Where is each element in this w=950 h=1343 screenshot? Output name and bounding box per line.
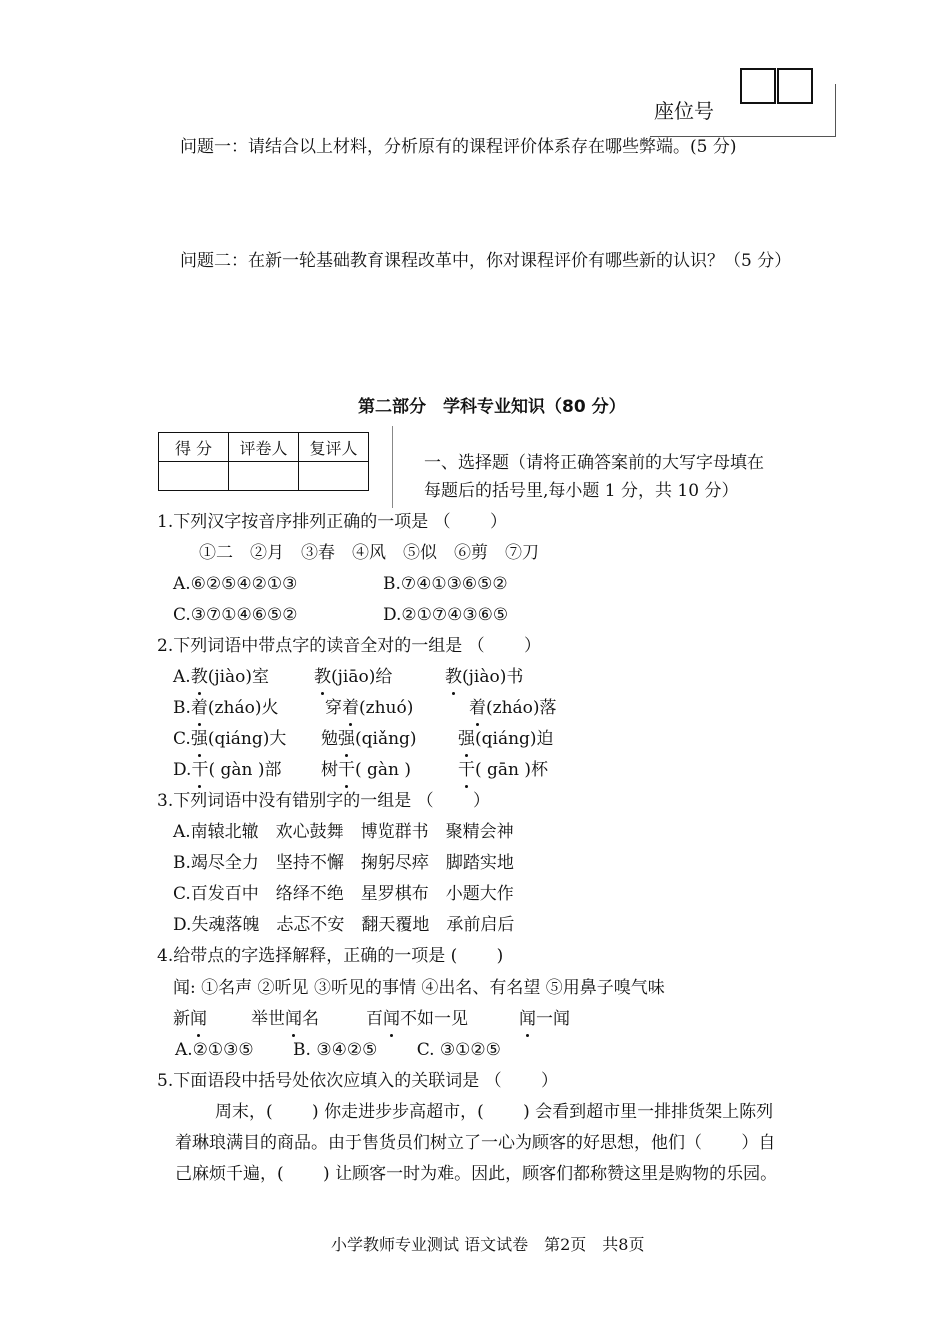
reviewer-cell[interactable] xyxy=(299,462,369,491)
q4-options: A.②①③⑤ B. ③④②⑤ C. ③①②⑤ xyxy=(175,1040,501,1060)
instructions-line-1: 一、选择题（请将正确答案前的大写字母填在 xyxy=(424,453,764,473)
prefix-char: 举世 xyxy=(251,1009,285,1029)
q5-paragraph-line-2: 着琳琅满目的商品。由于售货员们树立了一心为顾客的好思想，他们（ ）自 xyxy=(175,1133,776,1153)
q2-option-d xyxy=(173,759,281,781)
section-two-title: 第二部分 学科专业知识（80 分） xyxy=(358,397,626,417)
q3-stem: 3.下列词语中没有错别字的一组是 （ ） xyxy=(157,791,491,811)
reviewer-header: 复评人 xyxy=(299,433,369,462)
question-two: 问题二：在新一轮基础教育课程改革中，你对课程评价有哪些新的认识？（5 分） xyxy=(180,251,792,271)
q2-option-c-word-2 xyxy=(321,728,417,750)
q2-option-c-word-3 xyxy=(458,728,554,750)
suffix-chars: 一闻 xyxy=(536,1009,570,1029)
suffix-char: 名 xyxy=(302,1009,319,1029)
q2-option-b xyxy=(173,697,278,719)
grader-cell[interactable] xyxy=(229,462,299,491)
prefix-char: 穿 xyxy=(325,698,342,718)
q1-option-d: D.②①⑦④③⑥⑤ xyxy=(383,605,509,625)
dotted-char: 干 xyxy=(458,760,475,780)
dotted-char: 强 xyxy=(458,729,475,749)
pinyin: (qiǎng) xyxy=(355,729,417,749)
option-label: D. xyxy=(173,760,192,780)
q5-paragraph-line-1: 周末，( ) 你走进步步高超市，( ) 会看到超市里一排排货架上陈列 xyxy=(215,1102,774,1122)
score-table xyxy=(158,432,369,491)
q1-characters: ①二 ②月 ③春 ④风 ⑤似 ⑥剪 ⑦刀 xyxy=(199,543,539,563)
score-table-divider xyxy=(392,426,393,508)
prefix-char: 树 xyxy=(321,760,338,780)
q4-word-2 xyxy=(251,1008,319,1030)
pinyin: (zháo)火 xyxy=(207,698,279,718)
q2-option-a-word-3 xyxy=(445,666,523,688)
pinyin: ( gān )杯 xyxy=(475,760,549,780)
q1-option-b: B.⑦④①③⑥⑤② xyxy=(383,574,508,594)
page-footer: 小学教师专业测试 语文试卷 第2页 共8页 xyxy=(331,1235,645,1254)
option-label: C. xyxy=(173,729,191,749)
pinyin: ( gàn ) xyxy=(355,760,412,780)
grader-header: 评卷人 xyxy=(229,433,299,462)
option-label: B. xyxy=(173,698,191,718)
q4-word-4 xyxy=(519,1008,570,1030)
q4-word-3 xyxy=(366,1008,468,1030)
q2-stem: 2.下列词语中带点字的读音全对的一组是 （ ） xyxy=(157,636,542,656)
q4-definitions: 闻: ①名声 ②听见 ③听见的事情 ④出名、有名望 ⑤用鼻子嗅气味 xyxy=(173,978,665,998)
q4-word-1 xyxy=(173,1008,207,1030)
seat-divider-vertical xyxy=(835,84,836,137)
score-cell[interactable] xyxy=(159,462,229,491)
pinyin: (jiào)室 xyxy=(207,667,270,687)
seat-number-label: 座位号 xyxy=(654,99,714,123)
pinyin: (qiáng)大 xyxy=(207,729,287,749)
prefix-char: 勉 xyxy=(321,729,338,749)
dotted-char: 闻 xyxy=(383,1009,400,1029)
q5-stem: 5.下面语段中括号处依次应填入的关联词是 （ ） xyxy=(157,1071,559,1091)
q2-option-b-word-2 xyxy=(325,697,413,719)
dotted-char: 干 xyxy=(191,760,209,780)
dotted-char: 着 xyxy=(469,698,486,718)
q2-option-c xyxy=(173,728,286,750)
dotted-char: 闻 xyxy=(190,1009,207,1029)
q2-option-a-word-2 xyxy=(314,666,392,688)
pinyin: (zháo)落 xyxy=(486,698,557,718)
q3-option-c: C.百发百中 络绎不绝 星罗棋布 小题大作 xyxy=(173,884,514,904)
dotted-char: 闻 xyxy=(519,1009,536,1029)
q2-option-d-word-3 xyxy=(458,759,548,781)
dotted-char: 闻 xyxy=(285,1009,302,1029)
prefix-char: 新 xyxy=(173,1009,190,1029)
q2-option-d-word-2 xyxy=(321,759,411,781)
dotted-char: 着 xyxy=(190,698,208,718)
instructions-line-2: 每题后的括号里,每小题 1 分，共 10 分） xyxy=(424,481,739,501)
q3-option-d: D.失魂落魄 忐忑不安 翻天覆地 承前启后 xyxy=(173,915,515,935)
dotted-char: 着 xyxy=(342,698,359,718)
dotted-char: 强 xyxy=(338,729,355,749)
dotted-char: 教 xyxy=(314,667,331,687)
dotted-char: 强 xyxy=(190,729,208,749)
q4-stem: 4.给带点的字选择解释，正确的一项是 ( ) xyxy=(157,946,504,966)
q1-option-a: A.⑥②⑤④②①③ xyxy=(173,574,298,594)
dotted-char: 干 xyxy=(338,760,355,780)
q1-stem: 1.下列汉字按音序排列正确的一项是 （ ） xyxy=(157,512,508,532)
pinyin: (zhuó) xyxy=(359,698,414,718)
question-one: 问题一：请结合以上材料，分析原有的课程评价体系存在哪些弊端。(5 分) xyxy=(180,137,737,157)
dotted-char: 教 xyxy=(445,667,462,687)
score-header: 得 分 xyxy=(159,433,229,462)
seat-number-box-2[interactable] xyxy=(777,68,813,104)
q5-paragraph-line-3: 己麻烦千遍，( ) 让顾客一时为难。因此，顾客们都称赞这里是购物的乐园。 xyxy=(175,1164,778,1184)
q2-option-b-word-3 xyxy=(469,697,557,719)
q2-option-a xyxy=(173,666,269,688)
suffix-chars: 不如一见 xyxy=(400,1009,468,1029)
pinyin: (jiāo)给 xyxy=(331,667,393,687)
dotted-char: 教 xyxy=(190,667,208,687)
option-label: A. xyxy=(173,667,191,687)
pinyin: (qiáng)迫 xyxy=(475,729,554,749)
pinyin: ( gàn )部 xyxy=(208,760,282,780)
q3-option-b: B.竭尽全力 坚持不懈 掬躬尽瘁 脚踏实地 xyxy=(173,853,514,873)
q1-option-c: C.③⑦①④⑥⑤② xyxy=(173,605,298,625)
pinyin: (jiào)书 xyxy=(462,667,524,687)
seat-number-box-1[interactable] xyxy=(740,68,776,104)
prefix-char: 百 xyxy=(366,1009,383,1029)
q3-option-a: A.南辕北辙 欢心鼓舞 博览群书 聚精会神 xyxy=(173,822,514,842)
